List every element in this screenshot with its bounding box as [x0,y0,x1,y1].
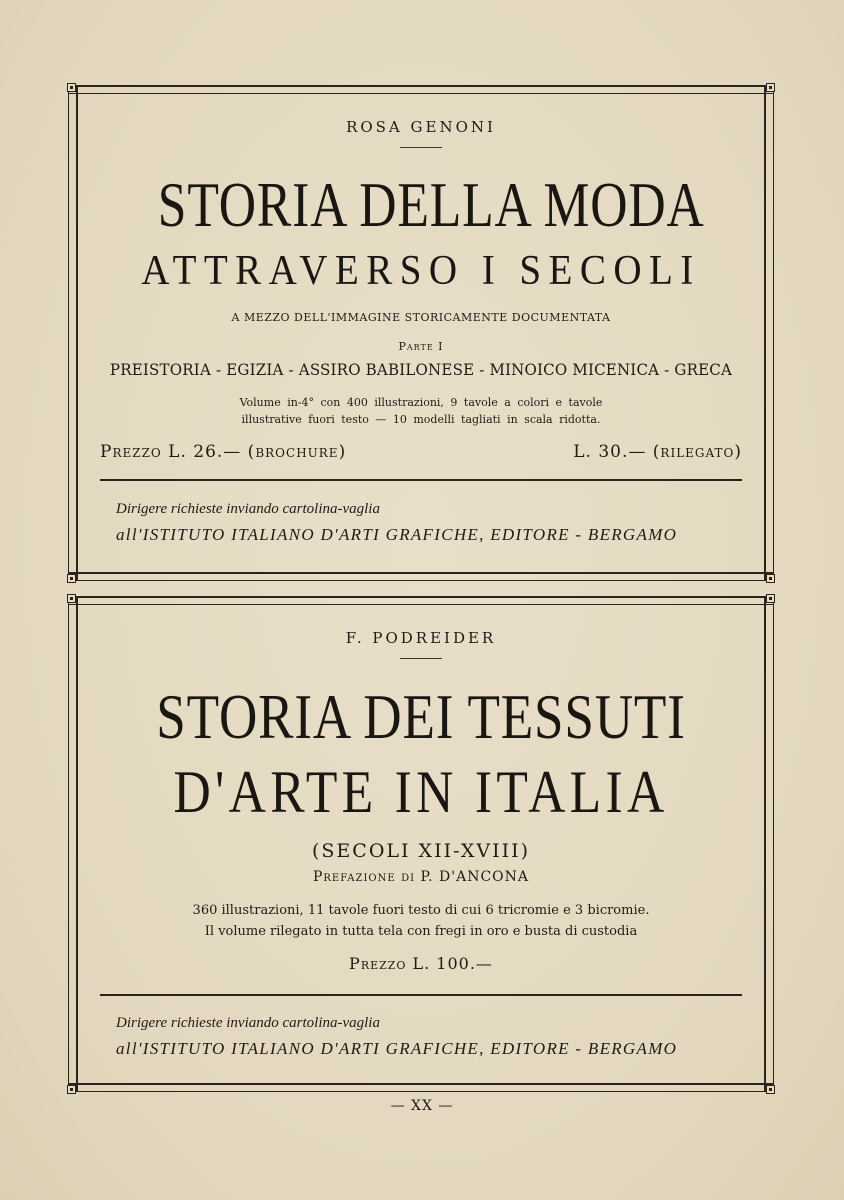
order-instructions: Dirigere richieste inviando cartolina-vaglia [116,501,380,517]
price-brochure: Prezzo L. 26.— (brochure) [100,442,347,462]
corner-ornament [67,594,76,603]
preface-credit: Prefazione di P. D'ANCONA [312,869,530,885]
publisher-address: all'ISTITUTO ITALIANO D'ARTI GRAFICHE, EDITORE - BERGAMO [116,525,678,544]
part-label: Parte I [398,340,444,353]
advertisement-storia-dei-tessuti [68,596,774,1092]
page-number: — XX — [390,1098,454,1114]
book-title: STORIA DELLA MODA [157,170,705,240]
corner-ornament [766,1085,775,1094]
order-instructions: Dirigere richieste inviando cartolina-vaglia [116,1015,380,1031]
author-name: ROSA GENONI [346,118,496,136]
section-divider [100,994,742,996]
description-line: Il volume rilegato in tutta tela con fregi in oro e busta di custodia [204,924,638,939]
specs-line: illustrative fuori testo — 10 modelli tagliati in scala ridotta. [241,413,601,426]
author-name: F. PODREIDER [345,629,497,647]
frame-right-rule [764,85,774,581]
short-divider [400,147,442,148]
price-bound: L. 30.— (rilegato) [573,442,742,462]
corner-ornament [766,574,775,583]
book-title: STORIA DEI TESSUTI [156,681,686,752]
book-subtitle: A MEZZO DELL'IMMAGINE STORICAMENTE DOCUMENTATA [231,311,611,324]
corner-ornament [67,1085,76,1094]
corner-ornament [67,574,76,583]
corner-ornament [766,594,775,603]
price: Prezzo L. 100.— [349,954,493,973]
book-title-continued: ATTRAVERSO I SECOLI [141,248,701,294]
short-divider [400,658,442,659]
frame-left-rule [68,85,78,581]
book-title-continued: D'ARTE IN ITALIA [173,759,669,825]
corner-ornament [67,83,76,92]
publisher-address: all'ISTITUTO ITALIANO D'ARTI GRAFICHE, EDITORE - BERGAMO [116,1039,678,1058]
section-divider [100,479,742,481]
specs-line: Volume in-4° con 400 illustrazioni, 9 tavole a colori e tavole [239,396,603,409]
frame-right-rule [764,596,774,1092]
frame-left-rule [68,596,78,1092]
periods-list: PREISTORIA - EGIZIA - ASSIRO BABILONESE - MINOICO MICENICA - GRECA [109,361,733,379]
corner-ornament [766,83,775,92]
advertisement-storia-della-moda [68,85,774,581]
centuries-label: (SECOLI XII-XVIII) [311,840,531,862]
description-line: 360 illustrazioni, 11 tavole fuori testo di cui 6 tricromie e 3 bicromie. [192,903,650,918]
